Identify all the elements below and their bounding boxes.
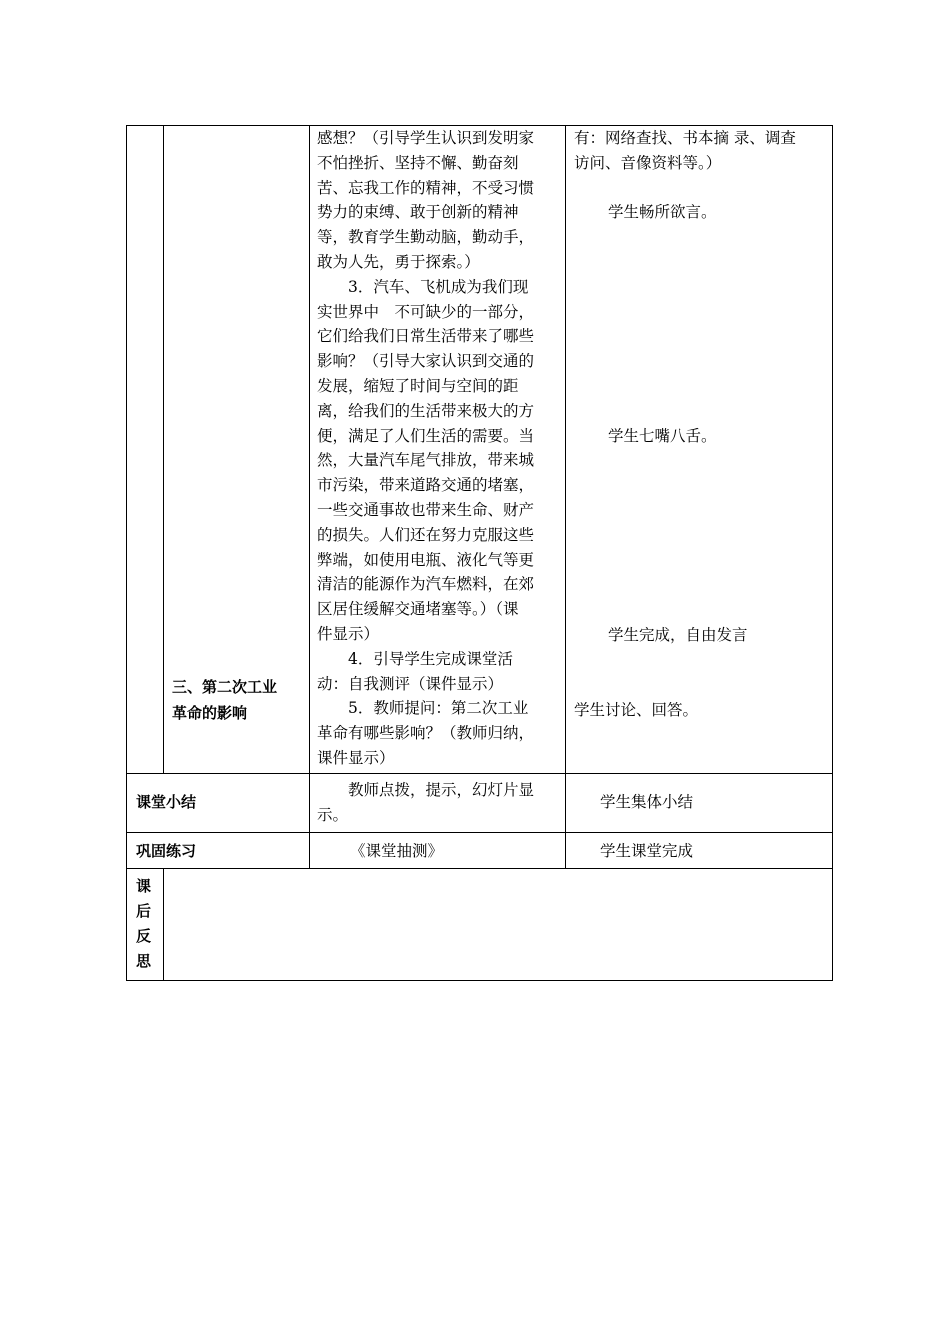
text-line: 区居住缓解交通堵塞等。）（课 bbox=[317, 600, 519, 619]
text-line: 革命有哪些影响？（教师归纳， bbox=[317, 724, 535, 743]
text-line: 势力的束缚、敢于创新的精神 bbox=[317, 203, 519, 222]
text-line: 感想？（引导学生认识到发明家 bbox=[317, 129, 535, 147]
reflection-char: 思 bbox=[136, 952, 152, 970]
reflection-char: 反 bbox=[136, 927, 152, 945]
summary-label: 课堂小结 bbox=[136, 793, 197, 811]
student-note: 有：网络查找、书本摘 录、调查 bbox=[574, 129, 796, 147]
table-col-divider-3 bbox=[565, 125, 566, 868]
text-line: 件显示） bbox=[317, 624, 380, 643]
student-note: 学生七嘴八舌。 bbox=[608, 427, 717, 445]
text-line: 动：自我测评（课件显示） bbox=[317, 674, 504, 693]
table-col-divider-reflection bbox=[163, 868, 164, 980]
practice-student-text: 学生课堂完成 bbox=[600, 842, 694, 860]
reflection-content-area[interactable] bbox=[165, 870, 831, 978]
student-note: 学生讨论、回答。 bbox=[574, 701, 699, 719]
text-line: 的损失。人们还在努力克服这些 bbox=[317, 525, 535, 544]
text-line: 教师点拨，提示，幻灯片显 bbox=[317, 781, 535, 799]
table-row-divider-2 bbox=[126, 832, 833, 833]
text-line: 4．引导学生完成课堂活 bbox=[317, 649, 513, 668]
text-line: 实世界中 不可缺少的一部分， bbox=[317, 302, 535, 321]
text-line: 一些交通事故也带来生命、财产 bbox=[317, 500, 535, 519]
practice-label: 巩固练习 bbox=[136, 842, 197, 860]
text-line: 苦、忘我工作的精神，不受习惯 bbox=[317, 178, 535, 197]
summary-student-text: 学生集体小结 bbox=[600, 793, 694, 811]
student-note: 学生畅所欲言。 bbox=[608, 203, 717, 221]
text-line: 离，给我们的生活带来极大的方 bbox=[317, 401, 535, 420]
student-note: 访问、音像资料等。） bbox=[574, 154, 722, 172]
table-row-divider-1 bbox=[126, 773, 833, 774]
section-label-line: 革命的影响 bbox=[172, 704, 248, 722]
text-line: 弊端，如使用电瓶、液化气等更 bbox=[317, 550, 535, 569]
practice-teacher-text: 《课堂抽测》 bbox=[350, 842, 444, 860]
section-label bbox=[172, 674, 277, 726]
table-col-divider-2 bbox=[309, 125, 310, 868]
text-line: 敢为人先，勇于探索。） bbox=[317, 252, 480, 271]
section-label-line: 三、第二次工业 bbox=[172, 678, 278, 696]
text-line: 发展，缩短了时间与空间的距 bbox=[317, 376, 519, 395]
text-line: 然，大量汽车尾气排放，带来城 bbox=[317, 451, 535, 470]
text-line: 5．教师提问：第二次工业 bbox=[317, 699, 529, 718]
text-line: 便，满足了人们生活的需要。当 bbox=[317, 426, 535, 445]
text-line: 影响？（引导大家认识到交通的 bbox=[317, 352, 535, 371]
teacher-activity-text bbox=[317, 126, 534, 771]
reflection-char: 课 bbox=[136, 877, 152, 895]
text-line: 课件显示） bbox=[317, 748, 395, 767]
text-line: 3．汽车、飞机成为我们现 bbox=[317, 277, 529, 296]
text-line: 清洁的能源作为汽车燃料，在郊 bbox=[317, 575, 535, 594]
text-line: 示。 bbox=[317, 805, 349, 824]
text-line: 等，教育学生勤动脑，勤动手， bbox=[317, 228, 535, 247]
reflection-label bbox=[136, 874, 151, 974]
text-line: 它们给我们日常生活带来了哪些 bbox=[317, 327, 535, 346]
table-row-divider-3 bbox=[126, 868, 833, 869]
text-line: 不怕挫折、坚持不懈、勤奋刻 bbox=[317, 153, 519, 172]
summary-teacher-text bbox=[317, 778, 534, 828]
reflection-char: 后 bbox=[136, 902, 152, 920]
table-col-divider-1 bbox=[163, 125, 164, 773]
student-note: 学生完成，自由发言 bbox=[608, 626, 748, 644]
text-line: 市污染，带来道路交通的堵塞， bbox=[317, 476, 535, 495]
